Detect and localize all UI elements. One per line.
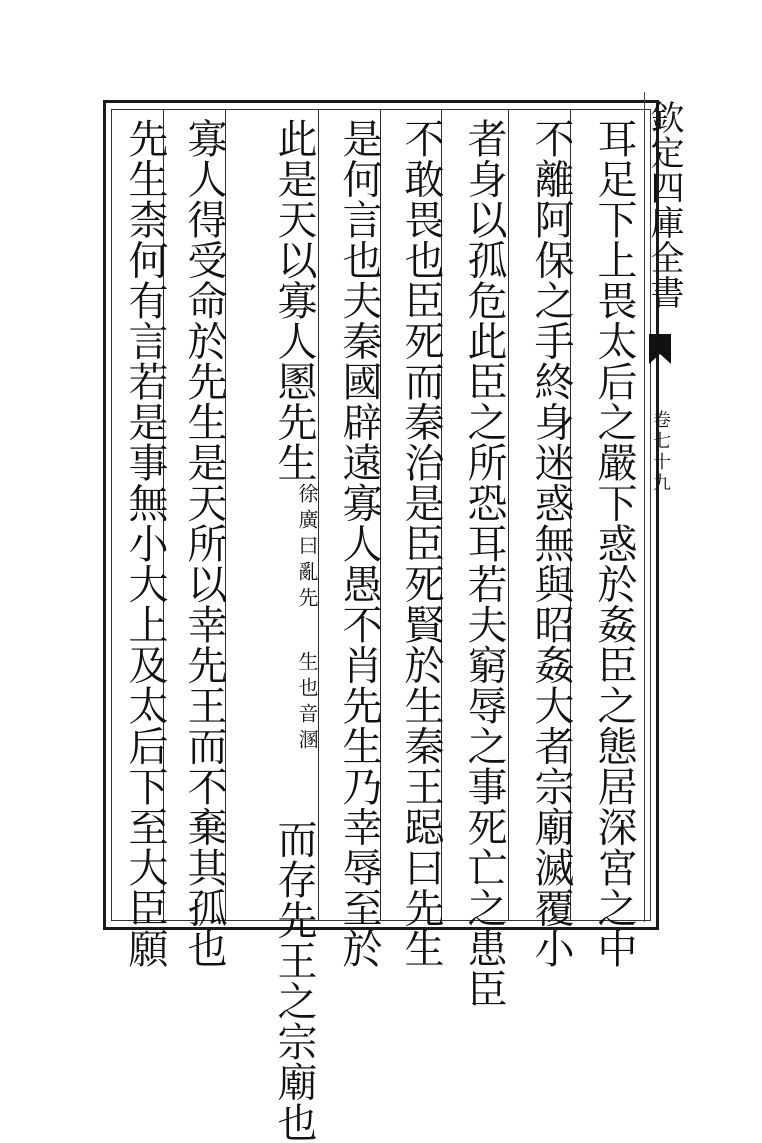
column-6-text-after: 而存先王之宗廟也 (271, 818, 317, 1143)
column-rule (508, 110, 509, 920)
column-6-text-before: 此是天以寡人慁先生 (271, 118, 317, 483)
text-column-8: 先生柰何有言若是事無小大上及太后下至大臣願 (122, 118, 168, 969)
juan-label: 卷七十九 (650, 410, 671, 494)
text-column-6 (244, 118, 319, 1143)
book-title: 欽定四庫全書 (644, 100, 684, 310)
text-column-3: 者身以孤危此臣之所恐耳若夫窮辱之事死亡之患臣 (461, 118, 507, 1009)
text-column-2: 不離阿保之手終身迷惑無與昭姦大者宗廟滅覆小 (528, 118, 574, 969)
text-column-4: 不敢畏也臣死而秦治是臣死賢於生秦王跽曰先生 (398, 118, 444, 969)
annotation-line-1: 徐廣曰亂先 (295, 482, 319, 613)
text-column-5: 是何言也夫秦國辟遠寡人愚不肖先生乃幸辱至於 (336, 118, 382, 969)
text-column-1: 耳足下上畏太后之嚴下惑於姦臣之態居深宮之中 (591, 118, 637, 969)
text-column-7: 寡人得受命於先生是天所以幸先王而不棄其孤也 (181, 118, 227, 969)
fishtail-mark-icon (649, 334, 671, 354)
annotation-line-2: 生也音溷 (295, 650, 319, 755)
